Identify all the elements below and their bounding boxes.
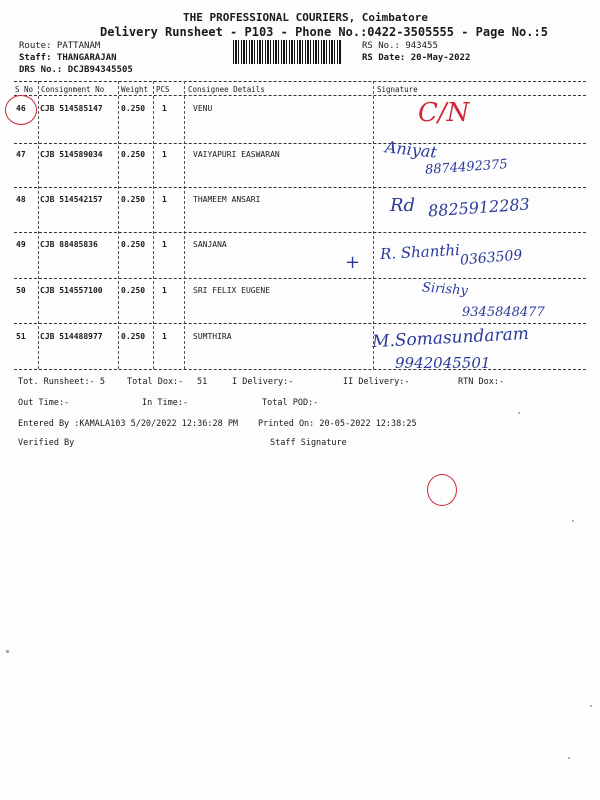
total-dox-label: Total Dox:- xyxy=(127,377,184,387)
i-delivery: I Delivery:- xyxy=(232,377,294,387)
scan-speck xyxy=(590,705,592,707)
scan-speck xyxy=(6,650,9,653)
signature-51: M.Somasundaram xyxy=(371,323,530,353)
row-consignee: SANJANA xyxy=(193,240,227,249)
plus-mark: + xyxy=(345,252,361,273)
barcode-image xyxy=(233,40,341,64)
printed-on: Printed On: 20-05-2022 12:38:25 xyxy=(258,419,417,429)
row-consignment: CJB 514589034 xyxy=(40,150,103,159)
row-sno: 49 xyxy=(16,240,26,249)
signature-48-phone: 8825912283 xyxy=(427,194,531,221)
col-header-sno: S No xyxy=(15,85,34,94)
signature-50-phone: 9345848477 xyxy=(462,305,545,320)
row-sno: 48 xyxy=(16,195,26,204)
row-separator xyxy=(14,323,586,324)
row-sno: 46 xyxy=(16,104,26,113)
total-dox-value: 51 xyxy=(197,377,208,387)
row-pcs: 1 xyxy=(162,332,167,341)
row-weight: 0.250 xyxy=(121,332,146,341)
in-time: In Time:- xyxy=(142,398,189,408)
col-divider xyxy=(38,81,39,369)
row-sno: 50 xyxy=(16,286,26,295)
route-label: Route: PATTANAM xyxy=(19,41,101,51)
signature-49-phone: 0363509 xyxy=(459,247,523,269)
col-header-weight: Weight xyxy=(121,85,149,94)
red-circle-mark xyxy=(5,95,37,125)
staff-signature-label: Staff Signature xyxy=(270,438,347,448)
runsheet-subtitle: Delivery Runsheet - P103 - Phone No.:0422-3505555 - Page No.:5 xyxy=(100,25,548,39)
row-weight: 0.250 xyxy=(121,150,146,159)
company-title: THE PROFESSIONAL COURIERS, Coimbatore xyxy=(183,11,429,24)
row-separator xyxy=(14,232,586,233)
col-divider xyxy=(153,81,154,369)
row-sno: 47 xyxy=(16,150,26,159)
row-separator xyxy=(14,143,586,144)
signature-47: Aniyat xyxy=(384,137,438,162)
row-consignment: CJB 88485836 xyxy=(40,240,98,249)
rtn-dox: RTN Dox:- xyxy=(458,377,505,387)
row-consignee: SRI FELIX EUGENE xyxy=(193,286,271,295)
staff-label: Staff: THANGARAJAN xyxy=(19,53,117,63)
row-pcs: 1 xyxy=(162,150,167,159)
row-weight: 0.250 xyxy=(121,286,146,295)
row-separator xyxy=(14,187,586,188)
cn-handwritten-mark: C/N xyxy=(418,98,470,128)
total-pod: Total POD:- xyxy=(262,398,319,408)
entered-by: Entered By :KAMALA103 5/20/2022 12:36:28 PM xyxy=(18,419,239,429)
red-circle-mark xyxy=(427,474,457,506)
row-pcs: 1 xyxy=(162,195,167,204)
col-divider xyxy=(118,81,119,369)
signature-49: R. Shanthi xyxy=(379,240,461,264)
ii-delivery: II Delivery:- xyxy=(343,377,410,387)
row-weight: 0.250 xyxy=(121,240,146,249)
signature-51-phone: 9942045501 xyxy=(395,354,491,372)
row-sno: 51 xyxy=(16,332,26,341)
row-consignment: CJB 514542157 xyxy=(40,195,103,204)
col-divider xyxy=(373,81,374,369)
verified-by: Verified By xyxy=(18,438,75,448)
col-header-signature: Signature xyxy=(377,85,418,94)
table-top-border xyxy=(14,81,586,82)
row-weight: 0.250 xyxy=(121,104,146,113)
table-bottom-border xyxy=(14,369,586,370)
row-consignee: VAIYAPURI EASWARAN xyxy=(193,150,280,159)
row-pcs: 1 xyxy=(162,286,167,295)
row-consignment: CJB 514585147 xyxy=(40,104,103,113)
row-weight: 0.250 xyxy=(121,195,146,204)
signature-47-phone: 8874492375 xyxy=(424,157,509,178)
tot-runsheet: Tot. Runsheet:- 5 xyxy=(18,377,105,387)
row-consignee: THAMEEM ANSARI xyxy=(193,195,261,204)
signature-50: Sirishy xyxy=(421,280,469,299)
table-header-border xyxy=(14,95,586,96)
scan-speck xyxy=(568,757,570,759)
row-separator xyxy=(14,278,586,279)
row-consignee: VENU xyxy=(193,104,213,113)
row-consignee: SUMTHIRA xyxy=(193,332,232,341)
rs-date: RS Date: 20-May-2022 xyxy=(362,53,471,63)
col-header-consignee: Consignee Details xyxy=(188,85,265,94)
signature-48: Rd xyxy=(390,195,416,216)
col-divider xyxy=(184,81,185,369)
out-time: Out Time:- xyxy=(18,398,70,408)
row-pcs: 1 xyxy=(162,240,167,249)
drs-number: DRS No.: DCJB94345505 xyxy=(19,65,133,75)
col-header-pcs: PCS xyxy=(156,85,170,94)
row-consignment: CJB 514557100 xyxy=(40,286,103,295)
rs-number: RS No.: 943455 xyxy=(362,41,438,51)
scan-speck xyxy=(518,412,520,414)
row-consignment: CJB 514488977 xyxy=(40,332,103,341)
row-pcs: 1 xyxy=(162,104,167,113)
scan-speck xyxy=(572,520,574,522)
col-header-consignment: Consignment No xyxy=(41,85,105,94)
